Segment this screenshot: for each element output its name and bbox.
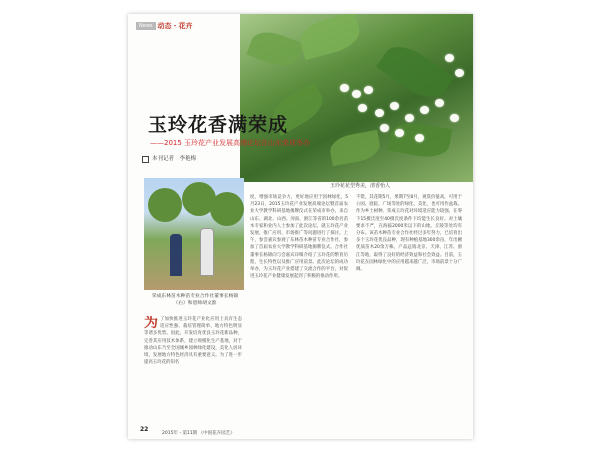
article-subtitle: ——2015 玉玲花产业发展高端论坛在山东荣成举办: [150, 139, 311, 147]
author-box-icon: [142, 156, 149, 163]
hero-caption: 玉玲花花型秀美，清香怡人: [330, 183, 391, 189]
magazine-page: [128, 14, 473, 439]
person-right: [200, 228, 214, 276]
body-column-1: [144, 316, 242, 424]
people-photo: [144, 178, 244, 290]
news-tag: News: [136, 22, 156, 30]
article-title: 玉玲花香满荣成: [148, 114, 289, 136]
page-number: 22: [140, 426, 149, 433]
body-column-3: 不错，其花期5月，果期7至8月，观赏价值高，可用于公园、庭院、广场等处的绿化、美化，也可用作盆栽。作为乡土树种，荣成玉玲花对环境适应能力较强，在零下15摄氏度至40摄氏度条件下均能生长良好。对土壤要求不严，在海拔2000米以下的山地、丘陵等处均有分布。该苗木种苗专业合作社经过多年努力，已培育出多个玉玲花优良品种，现有种植基地300余亩，年出圃优质苗木20余万株，产品远销北京、天津、江苏、浙江等地，取得了良好的经济效益和社会效益。目前，玉玲花在园林绿化中的应用越来越广泛，市场前景十分广阔。: [356, 195, 462, 273]
article-author: 本刊记者 李艳梅: [152, 156, 197, 162]
section-label: [136, 20, 193, 32]
person-left: [170, 234, 182, 276]
photo-caption: 荣成东林苗木种苗专业合作社董事长杨锦（右）和恩师胡文淮: [151, 294, 239, 306]
issue-info: 2015年・第11期 《中国花卉园艺》: [162, 431, 235, 436]
body-text-1: 了加快推进玉玲花产业化应用上具有生态适应性强、栽培管理简单、地方特色明显等诸多优势。因此，开发培育优良玉玲花新品种，完善其应用技术体系，建立规模化生产基地，对于推动山东乃至全国城乡园林绿化建设，美化人居环境，发展地方特色经济具有重要意义。为了进一步提高玉玲花的知名: [144, 317, 242, 366]
body-column-2: 度，增强市场竞争力，更好地应用于园林绿化，5月23日，2015玉玲花产业发展高端论坛暨首届农业大学教学科研基地揭牌仪式在荣成市举办，来自山东、湖北、山西、河南、浙江等省的100余名苗木专家和业内人士参加了此次论坛，就玉玲花产业发展、推广应用、市场推广等问题进行了探讨。上午，参会嘉宾参观了东林苗木种苗专业合作社，参加了首届农业大学教学科研基地揭牌仪式。合作社董事长杨锦向与会嘉宾详细介绍了玉玲花的繁育历程、生长特性以及推广应用前景。此次论坛的成功举办，为玉玲花产业搭建了交流合作的平台，对促进玉玲花产业健康发展起到了积极的推动作用。: [250, 195, 348, 280]
hero-flower-photo: [240, 14, 473, 182]
drop-cap: 为: [144, 316, 158, 331]
section-name: 动态・花卉: [157, 22, 193, 30]
